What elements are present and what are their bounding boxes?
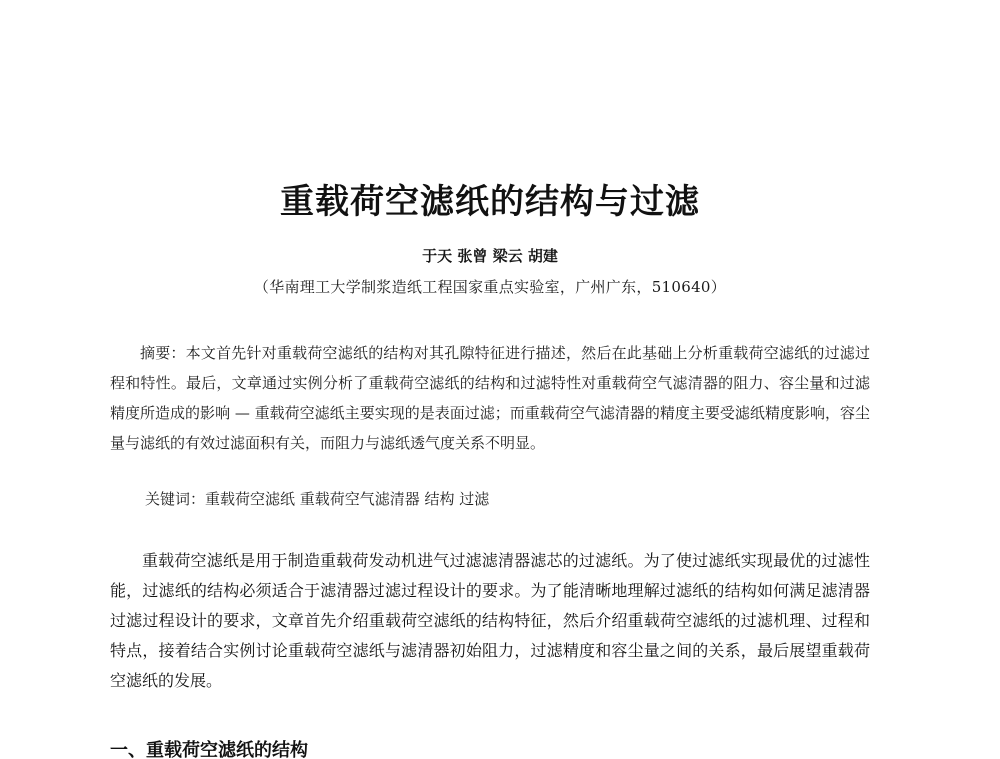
affiliation: （华南理工大学制浆造纸工程国家重点实验室，广州广东，510640） (253, 278, 727, 296)
keywords: 关键词：重载荷空滤纸 重载荷空气滤清器 结构 过滤 (145, 490, 490, 508)
authors: 于天 张曾 梁云 胡建 (422, 247, 558, 265)
paper-title: 重载荷空滤纸的结构与过滤 (280, 182, 700, 222)
intro-paragraph: 重载荷空滤纸是用于制造重载荷发动机进气过滤滤清器滤芯的过滤纸。为了使过滤纸实现最优的过滤性能，过滤纸的结构必须适合于滤清器过滤过程设计的要求。为了能清晰地理解过滤纸的结构如何满足滤清器过滤过程设计的要求，文章首先介绍重载荷空滤纸的结构特征，然后介绍重载荷空滤纸的过滤机理、过程和特点，接着结合实例讨论重载荷空滤纸与滤清器初始阻力，过滤精度和容尘量之间的关系，最后展望重载荷空滤纸的发展。 (110, 551, 870, 690)
abstract: 摘要：本文首先针对重载荷空滤纸的结构对其孔隙特征进行描述，然后在此基础上分析重载荷空滤纸的过滤过程和特性。最后，文章通过实例分析了重载荷空滤纸的结构和过滤特性对重载荷空气滤清器的阻力、容尘量和过滤精度所造成的影响 — 重载荷空滤纸主要实现的是表面过滤；而重载荷空气滤清器的精度主要受滤纸精度影响，容尘量与滤纸的有效过滤面积有关，而阻力与滤纸透气度关系不明显。 (110, 344, 870, 452)
section-heading: 一、重载荷空滤纸的结构 (110, 740, 308, 759)
